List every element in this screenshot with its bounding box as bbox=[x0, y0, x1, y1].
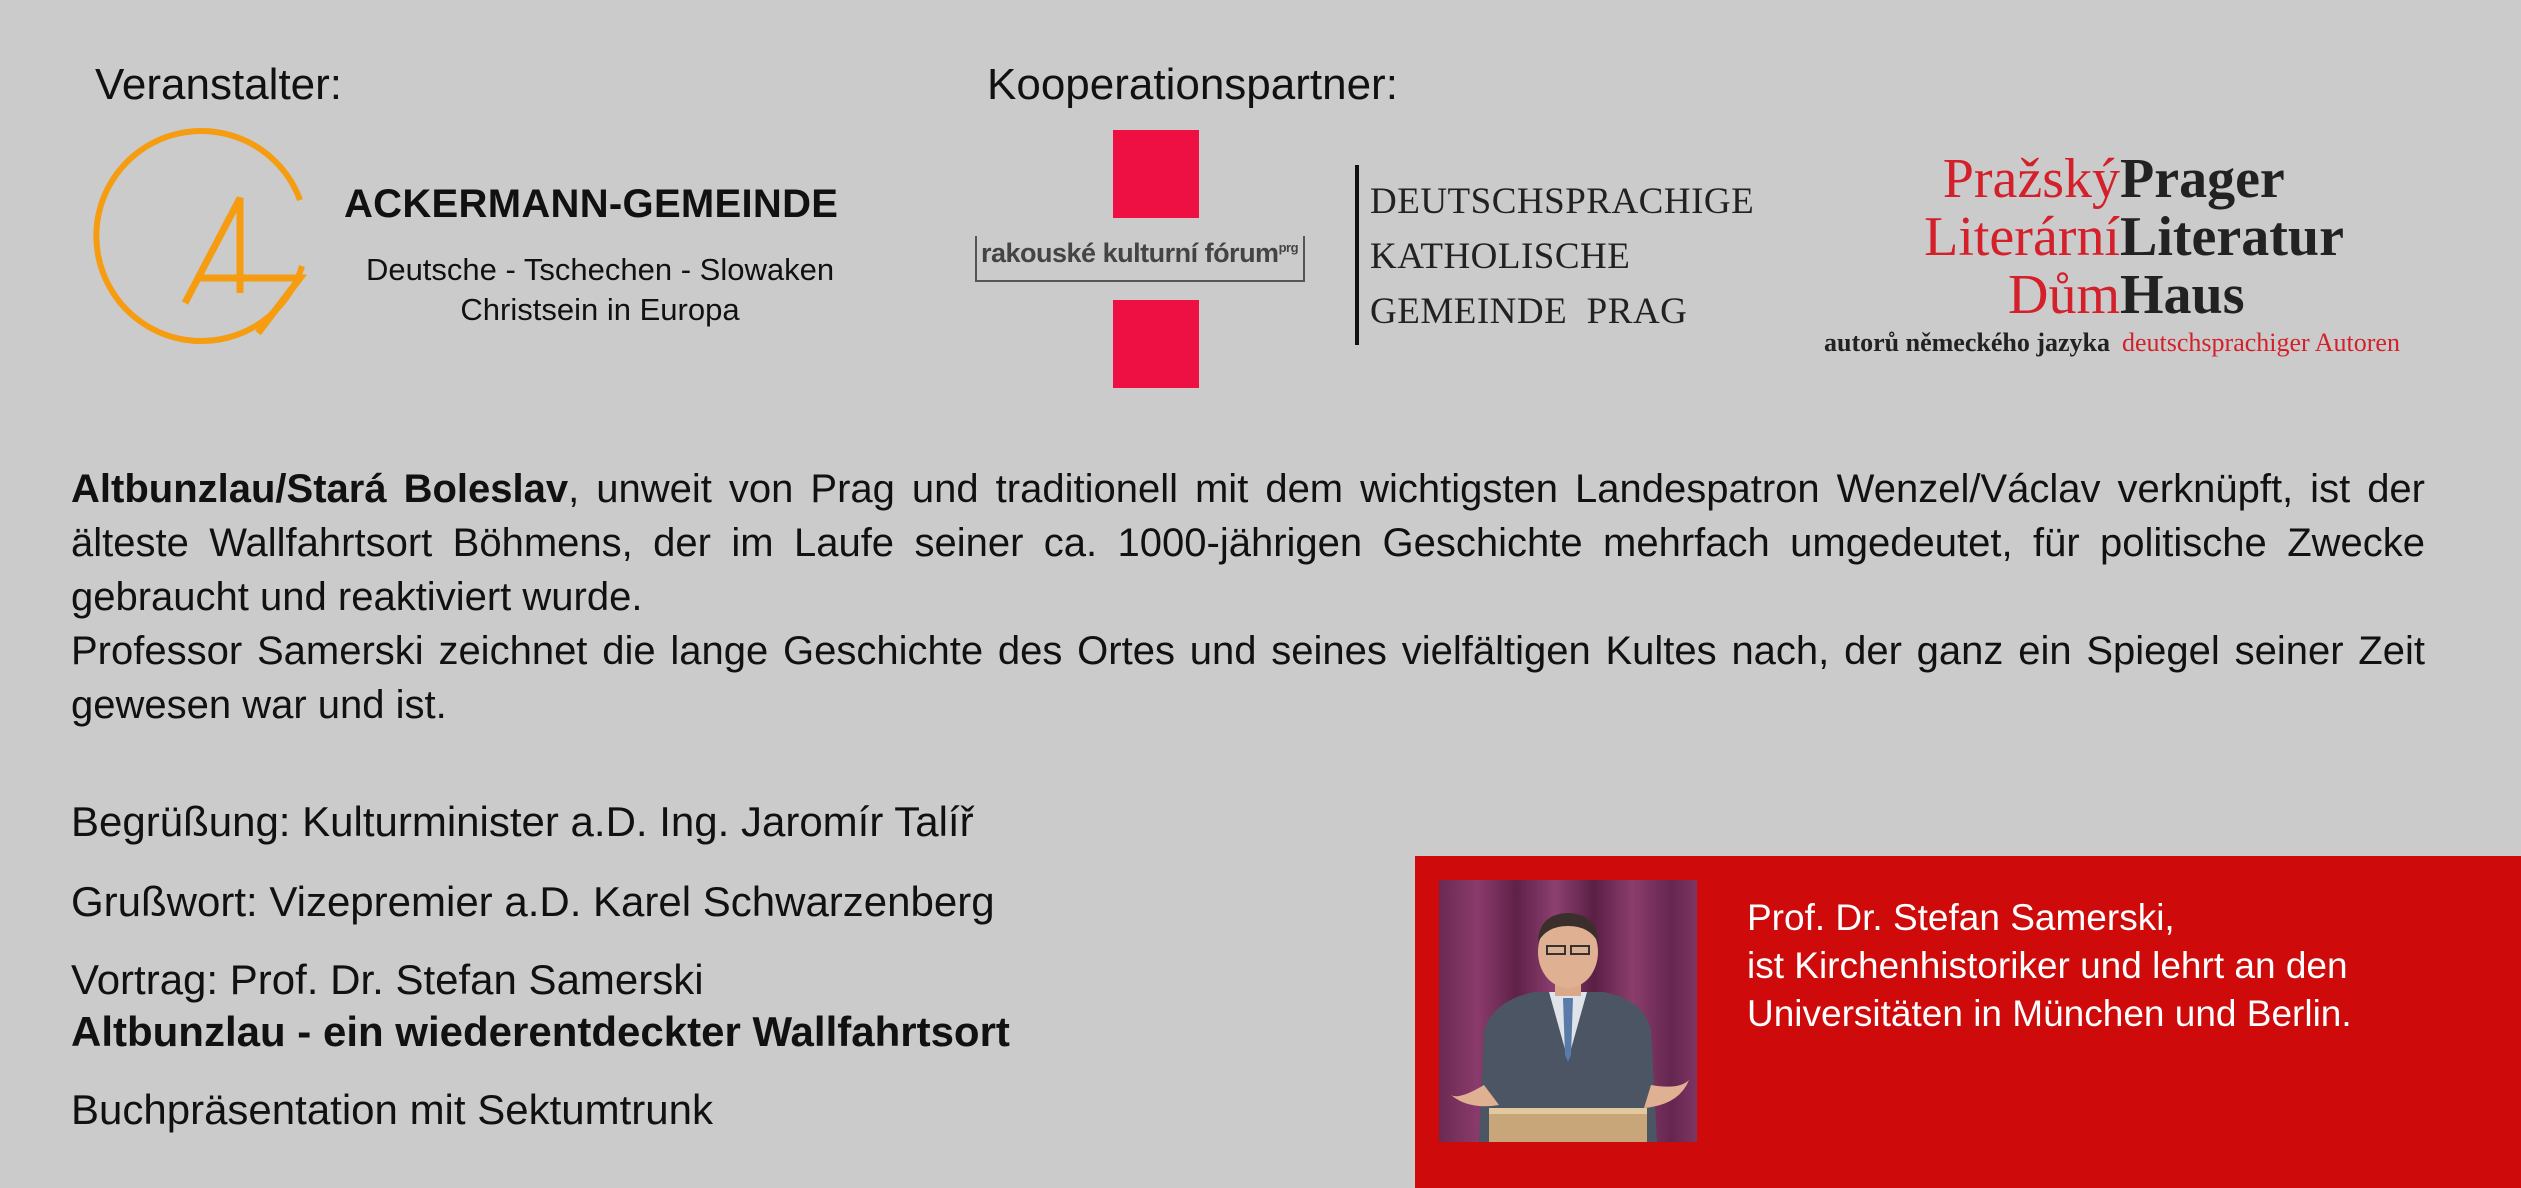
intro-paragraph-1 bbox=[71, 462, 2425, 624]
program-talk-title: Altbunzlau - ein wiederentdeckter Wallfahrtsort bbox=[71, 1008, 1010, 1055]
plh-cz2: Literární bbox=[1924, 206, 2120, 268]
intro-p1-rest: , unweit von Prag und traditionell mit dem wichtigsten Landespatron Wenzel/Václav verknüpft, ist der älteste Wallfahrtsort Böhmens, der im Laufe seiner ca. 1000-jährigen Geschichte mehrfach umgedeutet, für politische Zwecke gebraucht und reaktiviert wurde. bbox=[71, 467, 2426, 619]
dkg-logo-text bbox=[1370, 174, 1754, 339]
partner-label: Kooperationspartner: bbox=[987, 60, 1398, 109]
dkg-line2: KATHOLISCHE bbox=[1370, 236, 1631, 277]
dkg-line1: DEUTSCHSPRACHIGE bbox=[1370, 181, 1755, 222]
ackermann-line2: Christsein in Europa bbox=[460, 292, 740, 327]
speaker-box bbox=[1415, 856, 2521, 1188]
plh-de-sub: deutschsprachiger Autoren bbox=[2122, 328, 2400, 357]
ackermann-title: ACKERMANN-GEMEINDE bbox=[344, 182, 839, 226]
plh-de2: Literatur bbox=[2120, 206, 2344, 268]
plh-de3: Haus bbox=[2120, 264, 2245, 326]
plh-de1: Prager bbox=[2120, 148, 2285, 210]
organizer-label: Veranstalter: bbox=[95, 60, 343, 109]
ackermann-subtitle bbox=[330, 250, 870, 330]
rkf-name-text: rakouské kulturní fórum bbox=[981, 238, 1279, 268]
speaker-line1: Prof. Dr. Stefan Samerski, bbox=[1747, 897, 2175, 938]
intro-paragraph-2: Professor Samerski zeichnet die lange Geschichte des Ortes und seines vielfältigen Kultes nach, der ganz ein Spiegel seiner Zeit gewesen war und ist. bbox=[71, 629, 2425, 727]
rkf-logo bbox=[975, 128, 1315, 388]
plh-cz1: Pražský bbox=[1942, 148, 2120, 210]
rkf-superscript: prg bbox=[1278, 240, 1299, 255]
ackermann-line1: Deutsche - Tschechen - Slowaken bbox=[365, 252, 835, 287]
speaker-line2: ist Kirchenhistoriker und lehrt an den bbox=[1747, 945, 2348, 986]
program-book: Buchpräsentation mit Sektumtrunk bbox=[71, 1086, 713, 1133]
rkf-red-block-bottom bbox=[1113, 300, 1199, 388]
speaker-line3: Universitäten in München und Berlin. bbox=[1747, 993, 2352, 1034]
speaker-bio bbox=[1747, 894, 2352, 1038]
rkf-red-block-top bbox=[1113, 130, 1199, 218]
rkf-name bbox=[981, 238, 1298, 269]
dkg-line3: GEMEINDE PRAG bbox=[1370, 291, 1688, 332]
plh-cz-sub: autorů německého jazyka bbox=[1824, 328, 2110, 357]
ackermann-logo-icon bbox=[90, 128, 315, 348]
program-talk: Vortrag: Prof. Dr. Stefan Samerski bbox=[71, 956, 704, 1003]
plh-cz3: Dům bbox=[2008, 264, 2120, 326]
plh-czech-block bbox=[1790, 150, 2120, 324]
intro-text bbox=[71, 462, 2425, 732]
speaker-photo bbox=[1439, 880, 1697, 1142]
dkg-divider bbox=[1355, 165, 1359, 345]
program-address: Grußwort: Vizepremier a.D. Karel Schwarzenberg bbox=[71, 878, 995, 925]
plh-german-block bbox=[2120, 150, 2344, 324]
program-greeting: Begrüßung: Kulturminister a.D. Ing. Jaromír Talíř bbox=[71, 798, 974, 845]
intro-place-name: Altbunzlau/Stará Boleslav bbox=[71, 467, 569, 511]
